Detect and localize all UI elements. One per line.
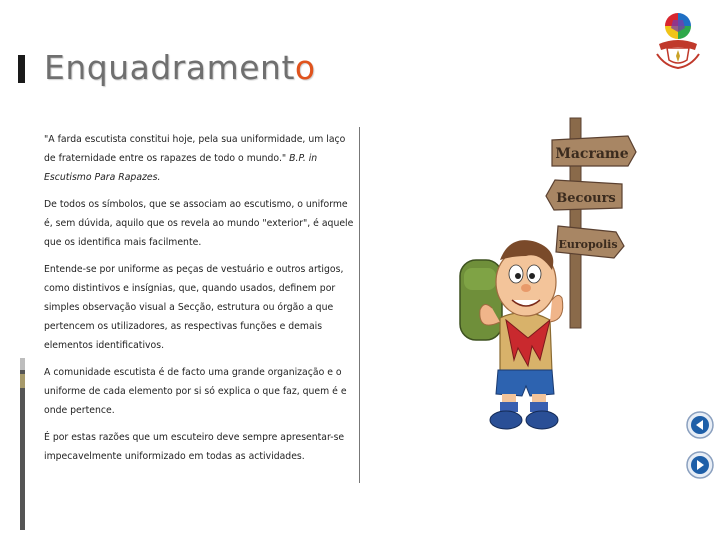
signpost-sign-2 xyxy=(546,180,622,210)
left-decorative-rule xyxy=(20,358,25,530)
paragraph: Entende-se por uniforme as peças de vestuário e outros artigos, como distintivos e insígnias, que, quando usados, definem por simples observação visual a Secção, estrutura ou órgão a que pertencem os utilizadores, as respectivas funções e demais elementos identificativos. xyxy=(44,264,344,351)
quote-citation: B.P. in Escutismo Para Rapazes. xyxy=(44,153,318,183)
paragraph: A comunidade escutista é de facto uma grande organização e o uniforme de cada elemento por si só explica o que faz, quem é e onde pertence. xyxy=(44,367,347,416)
signpost-sign-3 xyxy=(556,226,624,258)
scout-emblem-icon xyxy=(651,10,705,70)
signpost-sign-1 xyxy=(552,136,636,166)
svg-text:Becours: Becours xyxy=(556,191,616,206)
page-title-main: Enquadrament xyxy=(44,48,295,87)
page-title xyxy=(44,48,316,87)
page-title-last-letter: o xyxy=(294,48,316,87)
scout-signpost-illustration xyxy=(440,110,640,440)
paragraph-quote: "A farda escutista constitui hoje, pela sua uniformidade, um laço de fraternidade entre os rapazes de todo o mundo." B.P. in Escutismo Para Rapazes. xyxy=(44,134,346,183)
title-accent-bar xyxy=(18,55,25,83)
text-column-divider xyxy=(359,127,360,483)
arrow-left-icon[interactable] xyxy=(686,411,714,439)
svg-text:Europolis: Europolis xyxy=(558,238,618,251)
paragraph: De todos os símbolos, que se associam ao escutismo, o uniforme é, sem dúvida, aquilo que os revela ao mundo "exterior", é aquele que os identifica mais facilmente. xyxy=(44,199,354,248)
body-text xyxy=(44,130,354,474)
paragraph: É por estas razões que um escuteiro deve sempre apresentar-se impecavelmente uniformizado em todas as actividades. xyxy=(44,432,345,462)
svg-text:Macrame: Macrame xyxy=(555,146,629,162)
arrow-right-icon[interactable] xyxy=(686,451,714,479)
